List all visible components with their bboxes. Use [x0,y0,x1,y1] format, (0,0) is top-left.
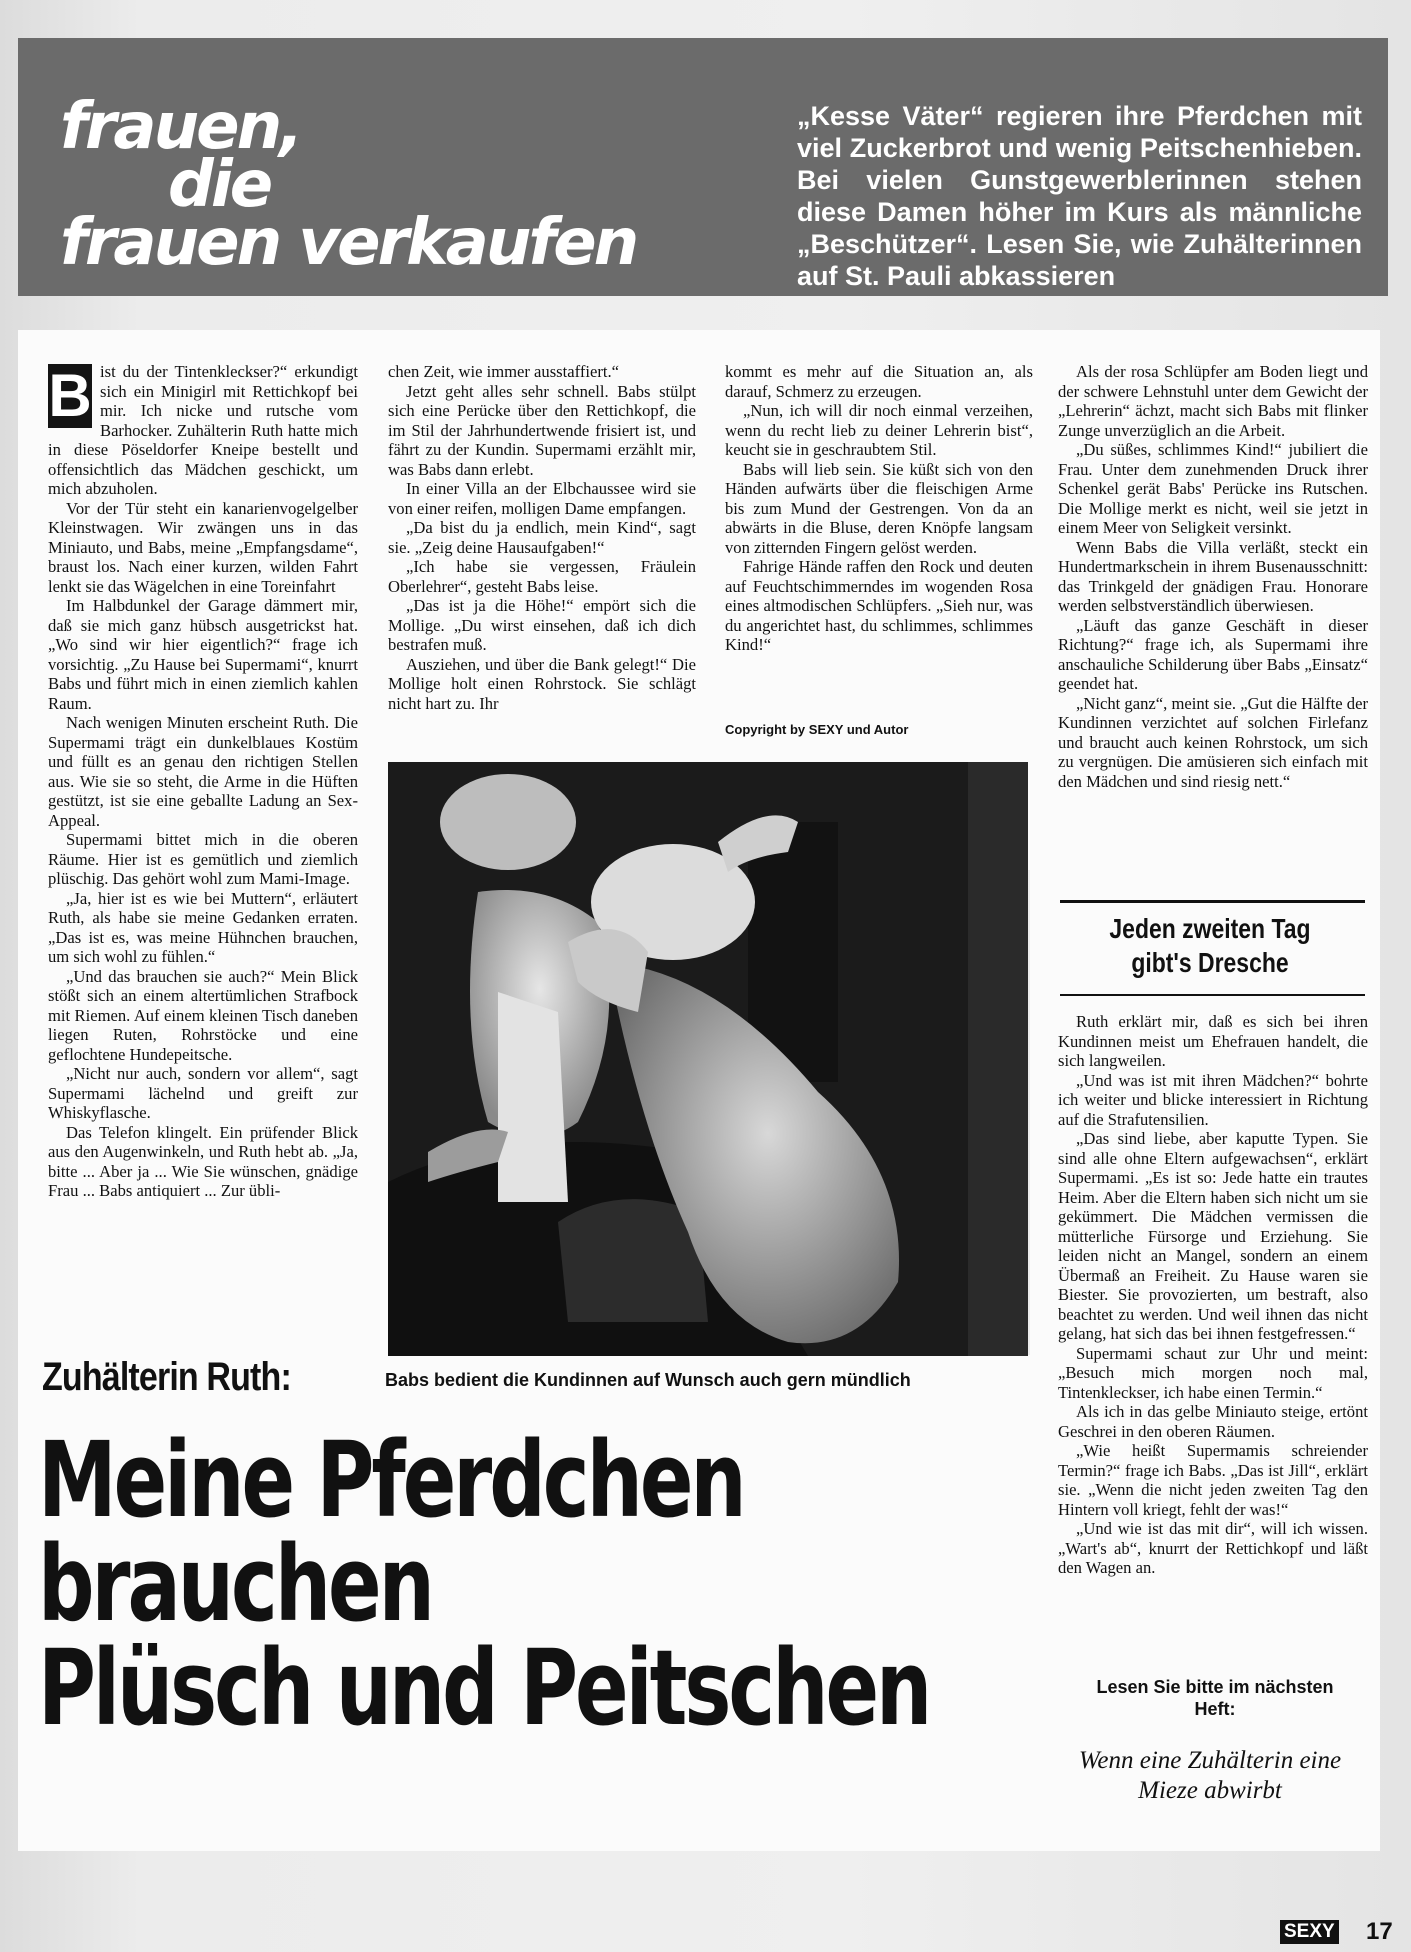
paragraph: Supermami schaut zur Uhr und meint: „Besuch mich morgen noch mal, Tintenkleckser, ich habe einen Termin.“ [1058,1343,1368,1402]
main-title [38,1419,930,1749]
headline-line-3: frauen verkaufen [60,206,637,280]
paragraph: „Nicht nur auch, sondern vor allem“, sagt Supermami lächelnd und greift zur Whiskyflasche. [48,1064,358,1122]
article-column-1 [48,362,358,1201]
magazine-logo: SEXY [1280,1920,1339,1944]
article-column-2 [388,362,696,713]
paragraph: „Das sind liebe, aber kaputte Typen. Sie sind alle ohne Eltern aufgewachsen“, erklärt Supermami. „Es ist so: Jede hatte ein trautes Heim. Aber die Eltern haben sich nicht um sie gekümmert. Die Mädchen vermissen die mütterliche Fürsorge und Erziehung. Sie leiden nicht an Mangel, sondern an einem Übermaß an Freiheit. Zu Hause waren sie Biester. Sie provozierten, um bestraft, also beachtet zu werden. Und weil ihnen das nicht gelang, hat sich das bei ihnen festgefressen.“ [1058,1129,1368,1343]
headline-line-2: die [168,148,271,222]
main-title-line-1: Meine Pferdchen [38,1419,744,1541]
paragraph: Nach wenigen Minuten erscheint Ruth. Die Supermami trägt ein dunkelblaues Kostüm und füllt es an genau den richtigen Stellen aus. Wie sie so steht, die Arme in die Hüften gestützt, ist sie eine geballte Ladung an Sex-Appeal. [48,713,358,830]
article-photo [388,762,1028,1356]
paragraph: Wenn Babs die Villa verläßt, steckt ein Hundertmarkschein in ihrem Busenausschnitt: das Trinkgeld der gnädigen Frau. Honorare werden selbstverständlich überwiesen. [1058,537,1368,615]
copyright-note: Copyright by SEXY und Autor [725,722,909,737]
paragraph: Das Telefon klingelt. Ein prüfender Blick aus den Augenwinkeln, und Ruth hebt ab. „Ja, bitte ... Aber ja ... Wie Sie wünschen, gnädige Frau ... Babs antiquiert ... Zur übli- [48,1122,358,1200]
paragraph: „Ja, hier ist es wie bei Muttern“, erläutert Ruth, als habe sie meine Gedanken erraten. „Das ist es, was meine Hühnchen brauchen, um sich wohl zu fühlen.“ [48,888,358,966]
paragraph: „Und was ist mit ihren Mädchen?“ bohrte ich weiter und blicke interessiert in Richtung auf die Strafutensilien. [1058,1070,1368,1129]
paragraph: kommt es mehr auf die Situation an, als darauf, Schmerz zu erzeugen. [725,362,1033,401]
drop-cap: B [48,362,92,429]
photo-caption: Babs bedient die Kundinnen auf Wunsch auch gern mündlich [385,1370,911,1390]
headline-line-1: frauen, [60,90,301,164]
title-kicker: Zuhälterin Ruth: [42,1355,291,1399]
paragraph: „Läuft das ganze Geschäft in dieser Richtung?“ frage ich, als Supermami ihre anschauliche Schilderung über Babs „Einsatz“ geendet hat. [1058,615,1368,693]
paragraph: Vor der Tür steht ein kanarienvogelgelber Kleinstwagen. Wir zwängen uns in das Miniauto, und Babs, meine „Empfangsdame“, braust los. Nach einer kurzen, wilden Fahrt lenkt sie das Wägelchen in eine Toreinfahrt [48,498,358,596]
intro-text: „Kesse Väter“ regieren ihre Pferdchen mit viel Zuckerbrot und wenig Peitschenhieben. Bei vielen Gunstgewerblerinnen stehen diese Damen höher im Kurs als männliche „Beschützer“. Lesen Sie, wie Zuhälterinnen auf St. Pauli abkassieren [797,101,1362,291]
paragraph: In einer Villa an der Elbchaussee wird sie von einer reifen, molligen Dame empfangen. [388,479,696,518]
paragraph: „Und wie ist das mit dir“, will ich wissen. „Wart's ab“, knurrt der Rettichkopf und läßt den Wagen an. [1058,1519,1368,1577]
main-title-line-2: brauchen [38,1523,432,1645]
paragraph: „Nun, ich will dir noch einmal verzeihen, wenn du recht lieb zu deiner Lehrerin bist“, keucht sie in geschraubtem Stil. [725,401,1033,459]
subhead-rule-bottom [1060,994,1365,996]
paragraph: „Das ist ja die Höhe!“ empört sich die Mollige. „Du wirst einsehen, daß ich dich bestrafen muß. [388,596,696,654]
next-issue-title: Wenn eine Zuhälterin eine Mieze abwirbt [1078,1747,1342,1804]
paragraph: „Du süßes, schlimmes Kind!“ jubiliert die Frau. Unter dem zunehmenden Druck ihrer Schenkel gerät Babs' Perücke ins Rutschen. Die Mollige merkt es nicht, weil sie jetzt in einem Meer von Seligkeit versinkt. [1058,440,1368,537]
photo-illustration [388,762,1028,1356]
paragraph: „Ich habe sie vergessen, Fräulein Oberlehrer“, gesteht Babs leise. [388,557,696,596]
subhead: Jeden zweiten Tag gibt's Dresche [1109,913,1311,978]
paragraph: Supermami bittet mich in die oberen Räume. Hier ist es gemütlich und ziemlich plüschig. Das gehört wohl zum Mami-Image. [48,830,358,888]
paragraph: „Da bist du ja endlich, mein Kind“, sagt sie. „Zeig deine Hausaufgaben!“ [388,518,696,557]
paragraph: Babs will lieb sein. Sie küßt sich von den Händen aufwärts über die fleischigen Arme bis zum Mund der Gestrengen. Von da an abwärts in die Bluse, deren Knöpfe langsam von zitternden Fingern gelöst werden. [725,459,1033,557]
paragraph: „Nicht ganz“, meint sie. „Gut die Hälfte der Kundinnen verzichtet auf solchen Firlefanz und braucht auch keinen Rohrstock, um sich zu vergnügen. Die amüsieren sich einfach mit den Mädchen und sind riesig nett.“ [1058,693,1368,791]
main-title-line-3: Plüsch und Peitschen [38,1627,930,1749]
paragraph: chen Zeit, wie immer ausstaffiert.“ [388,362,619,381]
paragraph: Im Halbdunkel der Garage dämmert mir, daß sie mich ganz hübsch ausgetrickst hat. „Wo sind wir hier eigentlich?“ frage ich vorsichtig. „Zu Hause bei Supermami“, knurrt Babs und führt mich in einen ziemlich kahlen Raum. [48,596,358,713]
paragraph: Ruth erklärt mir, daß es sich bei ihren Kundinnen meist um Ehefrauen handelt, die sich langweilen. [1058,1012,1368,1070]
paragraph: „Und das brauchen sie auch?“ Mein Blick stößt sich an einem altertümlichen Strafbock mit Riemen. Auf einem kleinen Tisch daneben liegen Ruten, Rohrstöcke und eine geflochtene Hundepeitsche. [48,966,358,1064]
paragraph: ist du der Tintenkleckser?“ erkundigt sich ein Minigirl mit Rettichkopf bei mir. Ich nicke und rutsche vom Barhocker. Zuhälterin Ruth hatte mich in diese Pöseldorfer Kneipe bestellt und offensichtlich das Mädchen geschickt, um mich abzuholen. [48,362,358,498]
subhead-rule-top [1060,900,1365,903]
paragraph: Ausziehen, und über die Bank gelegt!“ Die Mollige holt einen Rohrstock. Sie schlägt nicht hart zu. Ihr [388,654,696,713]
article-column-4 [1058,362,1368,791]
paragraph: Als ich in das gelbe Miniauto steige, ertönt Geschrei in den oberen Räumen. [1058,1402,1368,1441]
paragraph: Fahrige Hände raffen den Rock und deuten auf Feuchtschimmerndes im wogenden Rosa eines altmodischen Schlüpfers. „Sieh nur, was du angerichtet hast, du schlimmes, schlimmes Kind!“ [725,557,1033,654]
article-column-3 [725,362,1033,655]
page-number: 17 [1366,1918,1393,1945]
paragraph: Jetzt geht alles sehr schnell. Babs stülpt sich eine Perücke über den Rettichkopf, die im Stil der Jahrhundertwende frisiert ist, und fährt zu der Kundin. Supermami erzählt mir, was Babs dann erlebt. [388,381,696,479]
paragraph: Als der rosa Schlüpfer am Boden liegt und der schwere Lehnstuhl unter dem Gewicht der „Lehrerin“ ächzt, macht sich Babs mit flinker Zunge unverzüglich an die Arbeit. [1058,362,1368,440]
next-issue-lead: Lesen Sie bitte im nächsten Heft: [1096,1677,1334,1719]
article-column-4b [1058,1012,1368,1578]
paragraph: „Wie heißt Supermamis schreiender Termin?“ frage ich Babs. „Das ist Jill“, erklärt sie. „Wenn die nicht jeden zweiten Tag den Hintern voll kriegt, fehlt der was!“ [1058,1441,1368,1519]
